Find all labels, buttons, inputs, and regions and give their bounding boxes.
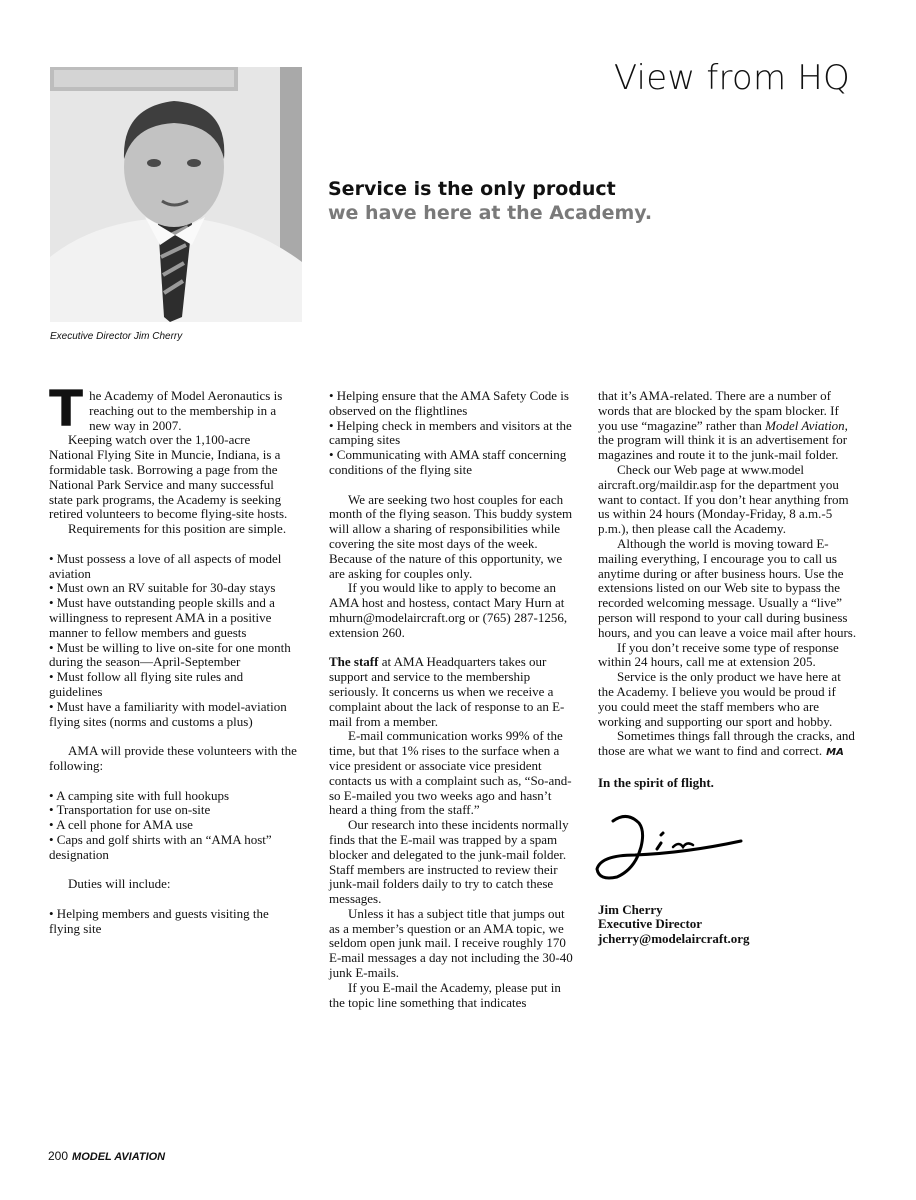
paragraph [598,729,857,761]
page-title: View from HQ [613,58,850,98]
duty-item: • Helping check in members and visitors at the camping sites [329,417,572,448]
requirement-item: • Must have a familiarity with model-aviation flying sites (norms and customs a plus) [49,698,287,729]
paragraph: E-mail communication works 99% of the time, but that 1% rises to the surface when a vice president or associate vice president contacts us with a complaint such as, “So-and-so E-mailed you two weeks ago and hasn’t heard a thing from the staff.” [329,728,572,818]
provision-item: • Caps and golf shirts with an “AMA host” designation [49,831,272,862]
paragraph-text: at AMA Headquarters takes our support and service to the membership seriously. It concerns us when we receive a complaint about the lack of response to an E-mail from a member. [329,654,565,729]
requirement-item: • Must possess a love of all aspects of model aviation [49,550,282,581]
paragraph: Check our Web page at www.model aircraft.org/maildir.asp for the department you want to contact. If you don’t hear anything from us within 24 hours (Monday-Friday, 8 a.m.-5 p.m.), then please call the Academy. [598,461,849,537]
page-footer [48,1149,165,1163]
signature-email: jcherry@modelaircraft.org [598,931,750,947]
paragraph [598,389,857,463]
paragraph: Although the world is moving toward E-mailing everything, I encourage you to call us anytime during or after business hours. Use the extensions listed on our Web site to bypass the recorded welcoming message. Usually a “live” person will respond to your call during business hours, and you can leave a voice mail after hours. [598,535,857,640]
end-mark: MA [826,747,844,759]
provision-item: • A cell phone for AMA use [49,817,193,833]
closing-line: In the spirit of flight. [598,774,714,790]
provision-item: • A camping site with full hookups [49,787,230,803]
paragraph-text: the program will think it is an advertisement for magazines and route it to the junk-mail folder. [598,432,848,463]
duty-item: • Helping members and guests visiting the flying site [49,905,269,936]
paragraph-text: Sometimes things fall through the cracks, and those are what we want to find and correct. [598,728,855,759]
magazine-name: MODEL AVIATION [72,1151,166,1163]
paragraph: We are seeking two host couples for each month of the flying season. This buddy system will allow a sharing of responsibilities while covering the site most days of the week. Because of the nature of this opportunity, we are asking for couples only. [329,491,573,581]
section-lead-in: The staff [329,654,379,670]
paragraph: If you would like to apply to become an AMA host and hostess, contact Mary Hurn at mhurn@modelaircraft.org or (765) 287-1256, extension 260. [329,580,568,640]
intro-paragraph [49,380,298,438]
headline [328,177,652,225]
signature-name: Jim Cherry [598,901,663,917]
intro-text: he Academy of Model Aeronautics is reaching out to the membership in a new way in 2007. [89,388,283,433]
page-number: 200 [48,1149,69,1163]
headline-line-1: Service is the only product [328,178,616,200]
paragraph: If you E-mail the Academy, please put in the topic line something that indicates [329,979,561,1010]
requirement-item: • Must follow all flying site rules and guidelines [49,669,244,699]
article-column-1 [49,380,298,936]
provision-item: • Transportation for use on-site [49,802,211,818]
portrait-photo [50,67,302,322]
paragraph: Duties will include: [68,876,171,892]
paragraph: Unless it has a subject title that jumps out as a member’s question or an AMA topic, we seldom open junk mail. I receive roughly 170 E-mail messages a day not including the 30-40 junk E-mails. [329,905,573,981]
paragraph: Keeping watch over the 1,100-acre National Flying Site in Muncie, Indiana, is a formidable task. Borrowing a page from the National Park Service and many successful state park programs, the Academy is seeking retired volunteers to become flying-site hosts. [49,432,288,522]
duty-item: • Helping ensure that the AMA Safety Code is observed on the flightlines [329,388,569,418]
requirement-item: • Must have outstanding people skills and a willingness to represent AMA in a positive manner to fellow members and guests [49,595,275,640]
paragraph: AMA will provide these volunteers with the following: [49,743,297,773]
paragraph: Service is the only product we have here at the Academy. I believe you would be proud if you could meet the staff members who are working and supporting our sport and hobby. [598,669,841,729]
paragraph: Our research into these incidents normally finds that the E-mail was trapped by a spam blocker and delegated to the junk-mail folder. Staff members are instructed to review their junk-mail folders daily to try to catch these messages. [329,817,569,907]
article-column-3 [598,389,857,947]
paragraph [329,655,577,729]
signature-image [595,807,745,885]
article-column-2 [329,389,577,1010]
paragraph: Requirements for this position are simple. [68,521,287,537]
paragraph: If you don’t receive some type of response within 24 hours, call me at extension 205. [598,639,839,670]
duty-item: • Communicating with AMA staff concerning conditions of the flying site [329,447,567,477]
photo-caption: Executive Director Jim Cherry [50,331,183,342]
requirement-item: • Must own an RV suitable for 30-day stays [49,580,276,596]
magazine-title: Model Aviation, [765,417,848,433]
paragraph-text: that it’s AMA-related. There are a number of words that are blocked by the spam blocker. If you use “magazine” rather than [598,388,839,433]
headline-line-2: we have here at the Academy. [328,202,653,224]
signature-title: Executive Director [598,916,703,932]
requirement-item: • Must be willing to live on-site for one month during the season—April-September [49,639,291,670]
drop-cap: T [49,380,84,438]
